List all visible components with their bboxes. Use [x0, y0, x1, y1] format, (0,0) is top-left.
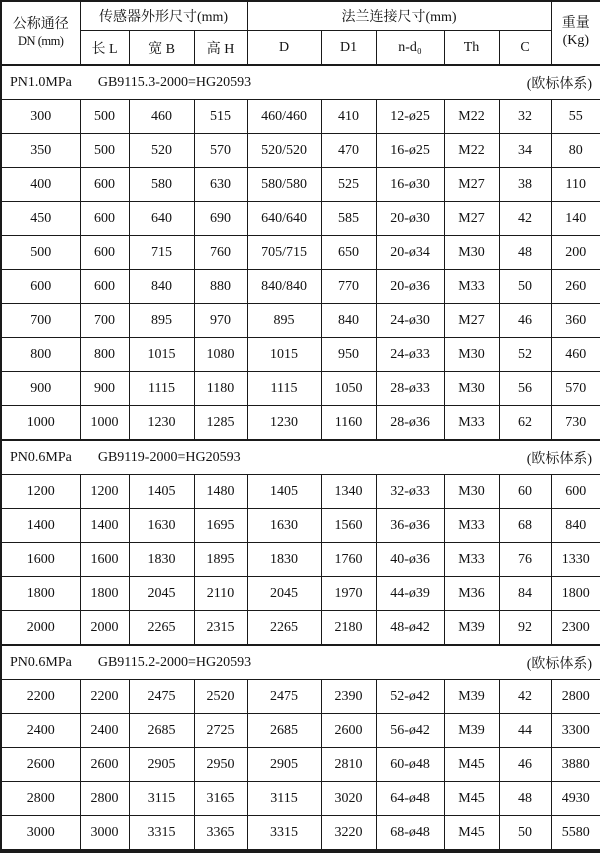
table-cell: 2800 [80, 782, 129, 816]
table-cell: 80 [551, 134, 600, 168]
table-cell: 4930 [551, 782, 600, 816]
table-cell: 1760 [321, 543, 376, 577]
table-cell: 68 [499, 509, 551, 543]
table-row [1, 714, 600, 748]
table-cell: M45 [444, 748, 499, 782]
table-cell: 1000 [1, 406, 80, 441]
header-d: D [247, 31, 321, 66]
table-cell: 76 [499, 543, 551, 577]
table-cell: 1800 [1, 577, 80, 611]
table-cell: M39 [444, 714, 499, 748]
header-length-l: 长 L [80, 31, 129, 66]
table-cell: 580 [129, 168, 194, 202]
table-cell: 2725 [194, 714, 247, 748]
header-height-h: 高 H [194, 31, 247, 66]
table-cell: 84 [499, 577, 551, 611]
nominal-diameter-title: 公称通径 [12, 17, 69, 33]
table-cell: 52 [499, 338, 551, 372]
table-cell: M45 [444, 782, 499, 816]
table-row [1, 406, 600, 441]
table-cell: 600 [1, 270, 80, 304]
table-cell: 44-ø39 [376, 577, 444, 611]
section-label [10, 653, 592, 673]
table-cell: 2475 [129, 680, 194, 714]
table-cell: 760 [194, 236, 247, 270]
table-cell: 2400 [1, 714, 80, 748]
header-sensor-dimensions-group: 传感器外形尺寸(mm) [80, 1, 247, 31]
table-cell: 3020 [321, 782, 376, 816]
table-cell: 12-ø25 [376, 100, 444, 134]
table-cell: 3165 [194, 782, 247, 816]
table-cell: 1015 [247, 338, 321, 372]
table-cell: 2180 [321, 611, 376, 646]
table-cell: 580/580 [247, 168, 321, 202]
table-cell: 2600 [321, 714, 376, 748]
table-cell: 1830 [247, 543, 321, 577]
table-row [1, 611, 600, 646]
table-cell: 570 [194, 134, 247, 168]
table-cell: 1080 [194, 338, 247, 372]
table-cell: 895 [247, 304, 321, 338]
table-cell: 1000 [80, 406, 129, 441]
table-cell: 50 [499, 270, 551, 304]
table-cell: 2000 [80, 611, 129, 646]
header-th: Th [444, 31, 499, 66]
table-cell: 3220 [321, 816, 376, 852]
table-cell: 1560 [321, 509, 376, 543]
table-cell: 1600 [1, 543, 80, 577]
table-cell: 1050 [321, 372, 376, 406]
table-cell: 525 [321, 168, 376, 202]
table-cell: 1970 [321, 577, 376, 611]
table-cell: 690 [194, 202, 247, 236]
table-cell: 42 [499, 680, 551, 714]
table-cell: M30 [444, 475, 499, 509]
table-row [1, 509, 600, 543]
table-cell: 1180 [194, 372, 247, 406]
table-cell: 520 [129, 134, 194, 168]
header-c: C [499, 31, 551, 66]
table-cell: M39 [444, 611, 499, 646]
table-cell: 40-ø36 [376, 543, 444, 577]
table-cell: 1600 [80, 543, 129, 577]
table-cell: M39 [444, 680, 499, 714]
table-cell: 1285 [194, 406, 247, 441]
table-cell: 570 [551, 372, 600, 406]
table-row [1, 543, 600, 577]
table-row [1, 304, 600, 338]
table-cell: 2265 [129, 611, 194, 646]
table-cell: 1115 [247, 372, 321, 406]
table-cell: 1400 [80, 509, 129, 543]
table-cell: 800 [1, 338, 80, 372]
table-cell: 1340 [321, 475, 376, 509]
table-cell: 48 [499, 236, 551, 270]
table-cell: 840 [551, 509, 600, 543]
table-cell: M33 [444, 509, 499, 543]
table-row [1, 202, 600, 236]
nominal-diameter-unit: DN (mm) [18, 33, 64, 48]
table-cell: 60-ø48 [376, 748, 444, 782]
table-cell: 950 [321, 338, 376, 372]
table-cell: 64-ø48 [376, 782, 444, 816]
table-cell: 730 [551, 406, 600, 441]
table-cell: 350 [1, 134, 80, 168]
table-row [1, 748, 600, 782]
table-cell: 2600 [1, 748, 80, 782]
table-cell: 1230 [129, 406, 194, 441]
table-cell: 62 [499, 406, 551, 441]
table-row [1, 270, 600, 304]
table-cell: 3880 [551, 748, 600, 782]
header-d1: D1 [321, 31, 376, 66]
table-cell: 38 [499, 168, 551, 202]
table-cell: 3315 [247, 816, 321, 852]
table-cell: 140 [551, 202, 600, 236]
table-cell: 1800 [80, 577, 129, 611]
table-cell: 32 [499, 100, 551, 134]
table-cell: 3000 [80, 816, 129, 852]
table-cell: 1830 [129, 543, 194, 577]
table-cell: 55 [551, 100, 600, 134]
section-cell [1, 65, 600, 100]
table-header [1, 1, 600, 65]
table-cell: 1630 [247, 509, 321, 543]
table-cell: 50 [499, 816, 551, 852]
table-cell: 900 [1, 372, 80, 406]
table-cell: 600 [80, 270, 129, 304]
table-cell: M27 [444, 202, 499, 236]
table-cell: 2685 [247, 714, 321, 748]
table-cell: 600 [80, 168, 129, 202]
table-cell: 1405 [247, 475, 321, 509]
table-cell: 24-ø30 [376, 304, 444, 338]
table-row [1, 680, 600, 714]
table-cell: 2520 [194, 680, 247, 714]
table-cell: 2315 [194, 611, 247, 646]
table-cell: 200 [551, 236, 600, 270]
table-cell: 44 [499, 714, 551, 748]
table-cell: 715 [129, 236, 194, 270]
table-cell: 3115 [247, 782, 321, 816]
table-cell: 800 [80, 338, 129, 372]
table-cell: M33 [444, 270, 499, 304]
table-cell: 3115 [129, 782, 194, 816]
table-cell: 2045 [247, 577, 321, 611]
table-row [1, 782, 600, 816]
table-cell: 895 [129, 304, 194, 338]
table-cell: 2685 [129, 714, 194, 748]
table-row [1, 338, 600, 372]
table-cell: 3300 [551, 714, 600, 748]
section-cell [1, 440, 600, 475]
table-row [1, 577, 600, 611]
table-cell: 2200 [1, 680, 80, 714]
table-cell: 640/640 [247, 202, 321, 236]
table-cell: 2905 [129, 748, 194, 782]
table-cell: 360 [551, 304, 600, 338]
table-cell: 260 [551, 270, 600, 304]
table-cell: 900 [80, 372, 129, 406]
table-cell: 56-ø42 [376, 714, 444, 748]
table-row [1, 475, 600, 509]
table-cell: 2110 [194, 577, 247, 611]
section-row [1, 440, 600, 475]
table-cell: 1405 [129, 475, 194, 509]
table-cell: M22 [444, 100, 499, 134]
table-cell: 460 [551, 338, 600, 372]
table-cell: 46 [499, 748, 551, 782]
table-cell: 2475 [247, 680, 321, 714]
section-label [10, 73, 592, 93]
table-cell: 1015 [129, 338, 194, 372]
table-cell: 770 [321, 270, 376, 304]
table-cell: 28-ø36 [376, 406, 444, 441]
table-cell: 48 [499, 782, 551, 816]
table-cell: 450 [1, 202, 80, 236]
header-n-d0: n-d₀ [376, 31, 444, 66]
section-label [10, 448, 592, 468]
table-cell: 500 [80, 134, 129, 168]
table-cell: 2810 [321, 748, 376, 782]
weight-unit: (Kg) [562, 33, 590, 48]
table-cell: 2000 [1, 611, 80, 646]
table-cell: 700 [1, 304, 80, 338]
section-system-note: (欧标体系) [526, 656, 593, 672]
table-cell: 460 [129, 100, 194, 134]
table-cell: 2800 [1, 782, 80, 816]
table-cell: 2800 [551, 680, 600, 714]
table-cell: 1200 [1, 475, 80, 509]
table-row [1, 100, 600, 134]
table-row [1, 372, 600, 406]
table-cell: 5580 [551, 816, 600, 852]
table-cell: 700 [80, 304, 129, 338]
table-cell: 1695 [194, 509, 247, 543]
table-cell: 2905 [247, 748, 321, 782]
section-pressure-rating: PN0.6MPa [10, 449, 72, 465]
table-cell: 630 [194, 168, 247, 202]
section-standard-code: GB9115.2-2000=HG20593 [97, 654, 252, 670]
table-cell: 68-ø48 [376, 816, 444, 852]
section-system-note: (欧标体系) [526, 76, 593, 92]
section-pressure-rating: PN1.0MPa [10, 74, 72, 90]
section-cell [1, 645, 600, 680]
table-cell: 400 [1, 168, 80, 202]
table-cell: 16-ø30 [376, 168, 444, 202]
table-cell: 92 [499, 611, 551, 646]
table-cell: 880 [194, 270, 247, 304]
weight-title: 重量 [561, 16, 590, 32]
table-cell: 52-ø42 [376, 680, 444, 714]
table-cell: M45 [444, 816, 499, 852]
table-cell: 2265 [247, 611, 321, 646]
table-cell: 28-ø33 [376, 372, 444, 406]
table-cell: 840/840 [247, 270, 321, 304]
section-system-note: (欧标体系) [526, 451, 593, 467]
table-cell: 650 [321, 236, 376, 270]
header-weight [551, 1, 600, 65]
table-row [1, 236, 600, 270]
table-cell: 2300 [551, 611, 600, 646]
table-cell: 34 [499, 134, 551, 168]
table-cell: 3365 [194, 816, 247, 852]
section-standard-code: GB9119-2000=HG20593 [97, 449, 241, 465]
table-cell: 60 [499, 475, 551, 509]
table-cell: 2950 [194, 748, 247, 782]
section-row [1, 645, 600, 680]
table-cell: 1160 [321, 406, 376, 441]
table-cell: 970 [194, 304, 247, 338]
table-cell: 2200 [80, 680, 129, 714]
table-cell: 56 [499, 372, 551, 406]
table-row [1, 816, 600, 852]
table-cell: M30 [444, 372, 499, 406]
table-row [1, 134, 600, 168]
table-cell: M30 [444, 338, 499, 372]
table-cell: 460/460 [247, 100, 321, 134]
table-row [1, 168, 600, 202]
table-cell: 500 [80, 100, 129, 134]
table-cell: 20-ø34 [376, 236, 444, 270]
table-cell: 1480 [194, 475, 247, 509]
table-cell: 32-ø33 [376, 475, 444, 509]
table-cell: 42 [499, 202, 551, 236]
table-cell: 24-ø33 [376, 338, 444, 372]
table-cell: 1630 [129, 509, 194, 543]
section-pressure-rating: PN0.6MPa [10, 654, 72, 670]
table-cell: 36-ø36 [376, 509, 444, 543]
table-cell: 585 [321, 202, 376, 236]
table-cell: M30 [444, 236, 499, 270]
table-cell: 410 [321, 100, 376, 134]
table-cell: 515 [194, 100, 247, 134]
table-cell: 48-ø42 [376, 611, 444, 646]
table-cell: 2390 [321, 680, 376, 714]
section-row [1, 65, 600, 100]
table-cell: 1230 [247, 406, 321, 441]
table-cell: 46 [499, 304, 551, 338]
section-standard-code: GB9115.3-2000=HG20593 [97, 74, 252, 90]
table-cell: 600 [80, 236, 129, 270]
table-cell: 470 [321, 134, 376, 168]
header-nominal-diameter [1, 1, 80, 65]
table-cell: 1330 [551, 543, 600, 577]
table-cell: M33 [444, 543, 499, 577]
table-cell: 2045 [129, 577, 194, 611]
header-flange-dimensions-group: 法兰连接尺寸(mm) [247, 1, 551, 31]
table-cell: 3000 [1, 816, 80, 852]
table-cell: M22 [444, 134, 499, 168]
table-cell: 3315 [129, 816, 194, 852]
table-cell: M27 [444, 304, 499, 338]
table-cell: 1895 [194, 543, 247, 577]
table-cell: 20-ø36 [376, 270, 444, 304]
table-cell: M36 [444, 577, 499, 611]
table-cell: 1115 [129, 372, 194, 406]
table-cell: 20-ø30 [376, 202, 444, 236]
table-cell: 640 [129, 202, 194, 236]
table-cell: 705/715 [247, 236, 321, 270]
table-cell: 520/520 [247, 134, 321, 168]
table-cell: 840 [321, 304, 376, 338]
table-cell: 600 [551, 475, 600, 509]
table-cell: 1800 [551, 577, 600, 611]
header-width-b: 宽 B [129, 31, 194, 66]
table-body [1, 65, 600, 851]
table-cell: 16-ø25 [376, 134, 444, 168]
table-cell: 2600 [80, 748, 129, 782]
table-cell: 300 [1, 100, 80, 134]
table-cell: M33 [444, 406, 499, 441]
table-cell: 2400 [80, 714, 129, 748]
table-cell: 110 [551, 168, 600, 202]
table-cell: 600 [80, 202, 129, 236]
table-cell: 1400 [1, 509, 80, 543]
table-cell: 1200 [80, 475, 129, 509]
table-cell: M27 [444, 168, 499, 202]
table-cell: 500 [1, 236, 80, 270]
table-cell: 840 [129, 270, 194, 304]
